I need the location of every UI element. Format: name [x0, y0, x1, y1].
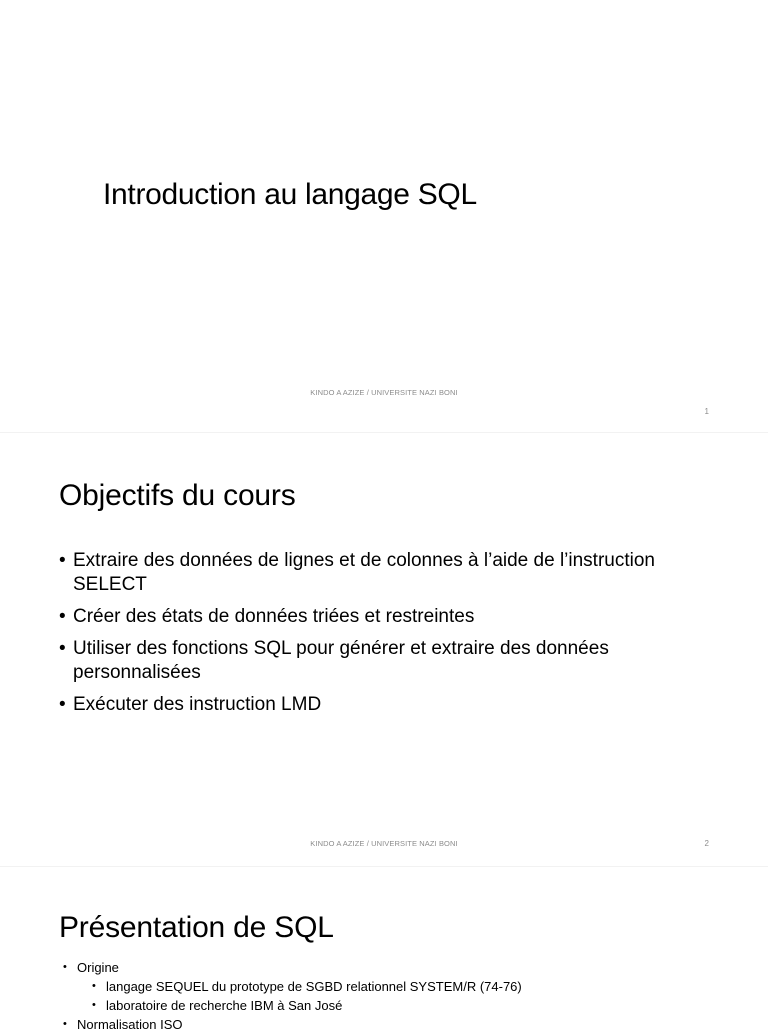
bullet-item: • Normalisation ISO [63, 1015, 743, 1034]
slide-3-title: Présentation de SQL [59, 911, 334, 944]
slide-2-page-number: 2 [704, 839, 709, 848]
slide-3-bullet-list [63, 958, 743, 1034]
slide-1 [0, 0, 768, 432]
slide-2-title: Objectifs du cours [59, 479, 296, 512]
slide-1-page-number: 1 [704, 407, 709, 416]
bullet-item: • Utiliser des fonctions SQL pour générer et extraire des données personnalisées [59, 637, 714, 685]
sub-bullet-list [77, 977, 743, 1015]
sub-bullet-item: • laboratoire de recherche IBM à San José [92, 996, 743, 1015]
bullet-item: • Extraire des données de lignes et de colonnes à l’aide de l’instruction SELECT [59, 549, 714, 597]
slide-1-footer: KINDO A AZIZE / UNIVERSITE NAZI BONI [310, 388, 458, 397]
slide-2-footer: KINDO A AZIZE / UNIVERSITE NAZI BONI [310, 839, 458, 848]
slide-3 [0, 867, 768, 1032]
slide-2 [0, 433, 768, 866]
slide-1-title: Introduction au langage SQL [103, 178, 477, 211]
bullet-text: Origine [77, 960, 119, 975]
bullet-item [63, 958, 743, 1015]
slide-2-bullet-list [59, 549, 714, 725]
sub-bullet-item: • langage SEQUEL du prototype de SGBD relationnel SYSTEM/R (74-76) [92, 977, 743, 996]
bullet-item: • Créer des états de données triées et restreintes [59, 605, 714, 629]
bullet-item: • Exécuter des instruction LMD [59, 693, 714, 717]
